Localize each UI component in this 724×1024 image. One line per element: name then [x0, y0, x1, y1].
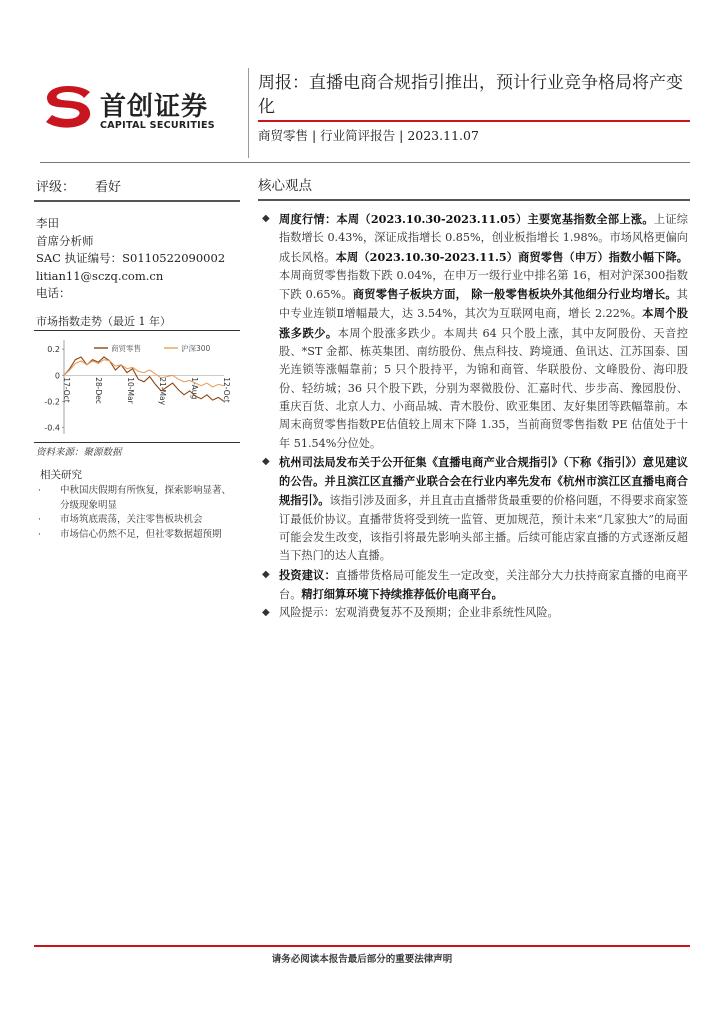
header-bottom-rule [40, 162, 690, 163]
core-rule [258, 199, 690, 201]
bullet-diamond-icon: ◆ [262, 455, 270, 467]
bullet-diamond-icon: ◆ [262, 607, 270, 619]
chart-title: 市场指数走势（最近 1 年） [36, 315, 171, 328]
y-tick-label: -0.2 [44, 397, 60, 407]
series-line-hs300 [64, 360, 224, 387]
y-tick-label: 0.2 [47, 345, 60, 355]
analyst-email[interactable]: litian11@sczq.com.cn [36, 268, 164, 283]
x-tick-label: 17-Oct [62, 377, 71, 403]
rating [36, 176, 121, 195]
y-tick-label: -0.4 [44, 423, 60, 433]
bullet-diamond-icon: ◆ [262, 213, 270, 224]
chart-bottom-rule [34, 442, 240, 443]
bullet-weekly-market: ◆ 周度行情：本周（2023.10.30-2023.11.05）主要宽基指数全部上涨。上证综指数增长 0.43%，深证成指增长 0.85%，创业板指增长 1.98%。市场风格更偏向成长风格。本周（2023.10.30-2023.11.5）商贸零售（申万）指数小幅下降。本周商贸零售指数下跌 0.04%，在申万一级行业中排名第 16，相对沪深300指数下跌 0.65%。商贸零售子板块方面， 除一般零售板块外其他细分行业均增长。其中专业连锁Ⅱ增幅最大，达 3.54%，其次为互联网电商，增长 2.22%。本周个股涨多跌少。本周个股涨多跌少。本周共 64 只个股上涨，其中友阿股份、天音控股、*ST 金都、栋英集团、南纺股份、焦点科技、跨境通、鱼讯达、江苏国泰、国光连锁等涨幅靠前；5 只个股持平，为锦和商管、华联股份、文峰股份、海印股份、轻纺城；36 只个股下跌，分别为翠微股份、汇嘉时代、步步高、豫园股份、重庆百货、北京人力、小商品城、青木股份、欧亚集团、友好集团等跌幅靠前。本周末商贸零售指数PE估值较上周末下降 1.35，当前商贸零售指数 PE 估值处于十年 51.54%分位处。 [262, 212, 688, 450]
analyst-sac: SAC 执证编号：S0110522090002 [36, 251, 226, 265]
analyst-title: 首席分析师 [36, 233, 94, 248]
x-tick-label: 12-Oct [222, 377, 231, 403]
report-subtitle [258, 126, 479, 144]
legend-label: 沪深300 [181, 344, 211, 353]
footer-rule [34, 945, 690, 947]
analyst-name: 李田 [36, 216, 59, 230]
logo-mark-icon [40, 82, 96, 132]
report-title: 周报：直播电商合规指引推出，预计行业竞争格局将产变化 [258, 73, 683, 117]
core-bullets [258, 210, 688, 623]
related-title: 相关研究 [40, 469, 82, 481]
header-divider [248, 68, 249, 158]
x-tick-label: 1-Aug [190, 377, 199, 400]
bullet-diamond-icon: ◆ [262, 568, 270, 580]
related-list [36, 484, 240, 542]
rating-value: 看好 [95, 180, 122, 195]
title-rule [258, 120, 690, 122]
legend-label: 商贸零售 [111, 344, 141, 353]
report-date: 2023.11.07 [407, 128, 479, 143]
core-title: 核心观点 [258, 178, 312, 194]
market-index-chart [34, 334, 240, 440]
chart-top-rule [34, 330, 240, 331]
rating-label: 评级： [36, 180, 76, 195]
related-item[interactable]: · 市场筑底震荡，关注零售板块机会 [38, 514, 203, 525]
brand-name-en: CAPITAL SECURITIES [100, 120, 215, 131]
footer-disclaimer: 请务必阅读本报告最后部分的重要法律声明 [271, 954, 453, 965]
x-tick-label: 21-May [158, 377, 167, 406]
chart-source: 资料来源：聚源数据 [36, 447, 122, 458]
related-item[interactable]: · 市场信心仍然不足，但社零数据超预期 [38, 528, 222, 540]
related-item[interactable]: · 中秋国庆假期有所恢复，探索影响显著、分级现象明显 [38, 485, 232, 511]
bullet-investment: ◆ 投资建议：直播带货格局可能发生一定改变，关注部分大力扶持商家直播的电商平台。精打细算环境下持续推荐低价电商平台。 [262, 567, 688, 601]
report-category: 商贸零售 | 行业简评报告 | [258, 128, 408, 143]
bullet-compliance: ◆ 杭州司法局发布关于公开征集《直播电商产业合规指引》（下称《指引》）意见建议的公告。并且滨江区直播产业联合会在行业内率先发布《杭州市滨江区直播电商合规指引》。该指引涉及面多，并且直击直播带货最重要的价格问题，不得要求商家签订最低价协议。直播带货将受到统一监管、更加规范，预计未来“几家独大”的局面可能会发生改变，该指引将最先影响头部主播。后续可能店家直播的方式逐渐反超当下热门的达人直播。 [262, 454, 688, 563]
analyst-phone: 电话： [36, 286, 71, 300]
analyst-block [36, 215, 225, 303]
x-tick-label: 28-Dec [94, 377, 103, 405]
y-tick-label: 0 [54, 371, 60, 381]
x-tick-label: 10-Mar [126, 377, 135, 404]
bullet-risk: ◆ 风险提示：宏观消费复苏不及预期；企业非系统性风险。 [258, 604, 688, 622]
rating-rule [34, 200, 240, 202]
brand-name-cn: 首创证券 [100, 92, 209, 122]
